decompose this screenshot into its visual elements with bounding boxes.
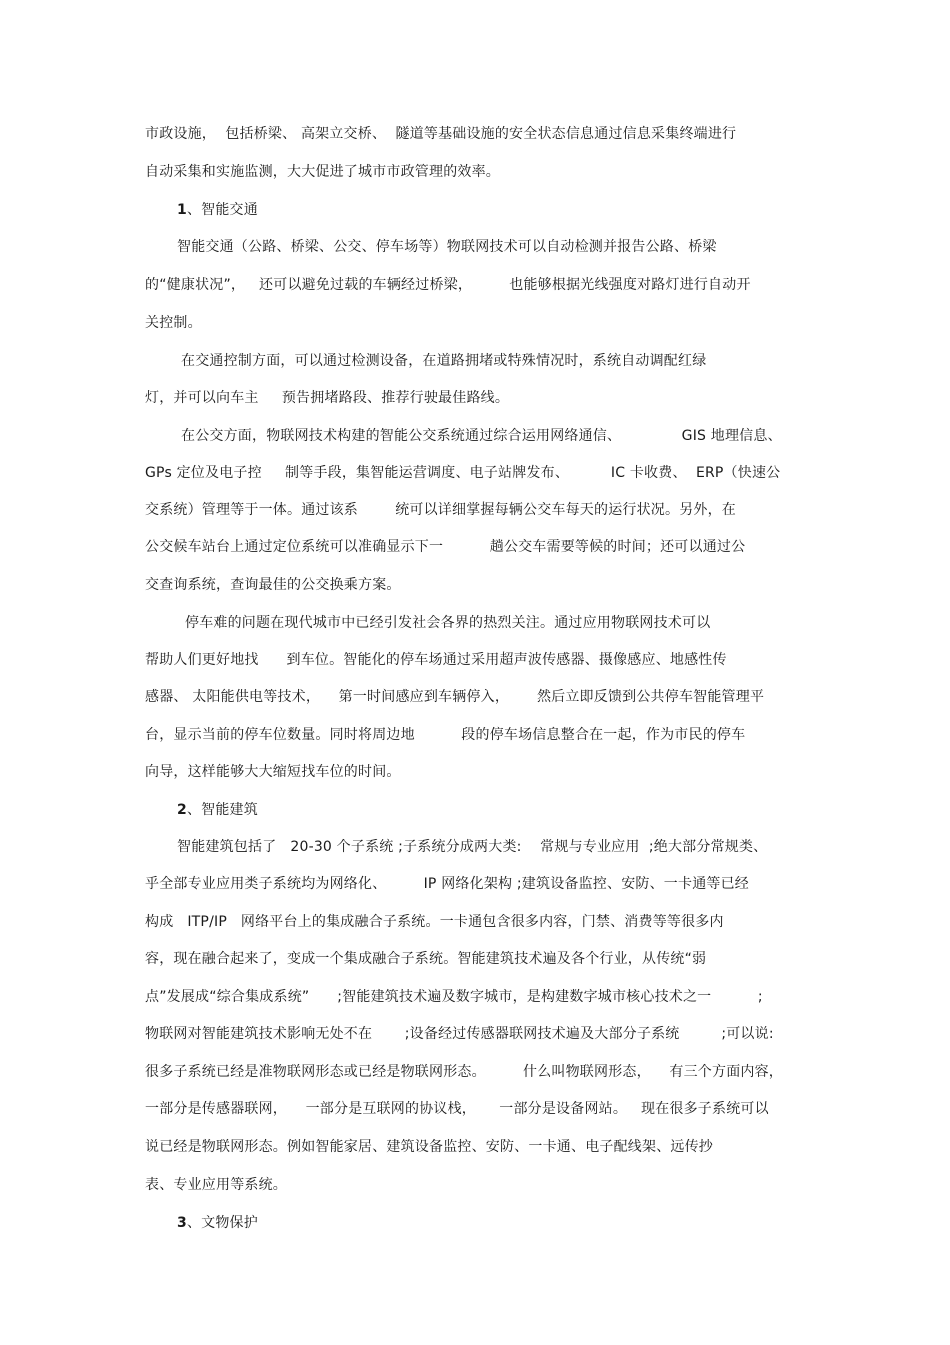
paragraph-line: 在公交方面，物联网技术构建的智能公交系统通过综合运用网络通信、 GIS 地理信息、 [181, 428, 782, 444]
paragraph-line: 容，现在融合起来了，变成一个集成融合子系统。智能建筑技术遍及各个行业，从传统“弱 [145, 951, 707, 967]
paragraph-line: 点”发展成“综合集成系统” ;智能建筑技术遍及数字城市，是构建数字城市核心技术之一 ; [145, 989, 763, 1005]
paragraph-line: 构成 ITP/IP 网络平台上的集成融合子系统。一卡通包含很多内容，门禁、消费等等很多内 [145, 914, 724, 930]
paragraph-line: GPs 定位及电子控 制等手段，集智能运营调度、电子站牌发布、 IC 卡收费、 ERP（快速公 [145, 465, 781, 481]
paragraph-line: 乎全部专业应用类子系统均为网络化、 IP 网络化架构 ;建筑设备监控、安防、一卡通等已经 [145, 876, 749, 892]
section-heading-traffic [177, 201, 258, 219]
section-title: 、智能交通 [186, 202, 258, 218]
section-heading-building [177, 801, 258, 819]
paragraph-line: 很多子系统已经是准物联网形态或已经是物联网形态。 什么叫物联网形态， 有三个方面内容， [145, 1064, 783, 1080]
paragraph-line: 智能交通（公路、桥梁、公交、停车场等）物联网技术可以自动检测并报告公路、桥梁 [177, 239, 717, 255]
paragraph-line: 台，显示当前的停车位数量。同时将周边地 段的停车场信息整合在一起，作为市民的停车 [145, 727, 746, 743]
paragraph-line: 感器、 太阳能供电等技术， 第一时间感应到车辆停入， 然后立即反馈到公共停车智能管理平 [145, 689, 765, 705]
paragraph-line: 表、专业应用等系统。 [145, 1177, 287, 1193]
section-number: 2 [177, 802, 187, 818]
section-number: 1 [177, 202, 187, 218]
paragraph-line: 在交通控制方面，可以通过检测设备，在道路拥堵或特殊情况时，系统自动调配红绿 [181, 353, 707, 369]
section-title: 、文物保护 [186, 1215, 258, 1231]
paragraph-line: 智能建筑包括了 20-30 个子系统 ;子系统分成两大类: 常规与专业应用 ;绝大部分常规类、 [177, 839, 768, 855]
paragraph-line: 帮助人们更好地找 到车位。智能化的停车场通过采用超声波传感器、摄像感应、地感性传 [145, 652, 727, 668]
paragraph-line: 交查询系统，查询最佳的公交换乘方案。 [145, 577, 401, 593]
paragraph-line: 物联网对智能建筑技术影响无处不在 ;设备经过传感器联网技术遍及大部分子系统 ;可以说: [145, 1026, 774, 1042]
paragraph-line: 关控制。 [145, 315, 202, 331]
paragraph-line: 一部分是传感器联网， 一部分是互联网的协议栈， 一部分是设备网站。 现在很多子系统可以 [145, 1101, 769, 1117]
section-heading-heritage [177, 1214, 258, 1232]
paragraph-line: 的“健康状况”， 还可以避免过载的车辆经过桥梁， 也能够根据光线强度对路灯进行自动开 [145, 277, 751, 293]
paragraph-line: 灯，并可以向车主 预告拥堵路段、推荐行驶最佳路线。 [145, 390, 510, 406]
intro-line-2: 自动采集和实施监测，大大促进了城市市政管理的效率。 [145, 164, 500, 180]
intro-line-1: 市政设施， 包括桥梁、 高架立交桥、 隧道等基础设施的安全状态信息通过信息采集终端进行 [145, 126, 737, 142]
paragraph-line: 说已经是物联网形态。例如智能家居、建筑设备监控、安防、一卡通、电子配线架、远传抄 [145, 1139, 713, 1155]
section-number: 3 [177, 1215, 187, 1231]
paragraph-line: 停车难的问题在现代城市中已经引发社会各界的热烈关注。通过应用物联网技术可以 [185, 615, 711, 631]
paragraph-line: 向导，这样能够大大缩短找车位的时间。 [145, 764, 401, 780]
paragraph-line: 公交候车站台上通过定位系统可以准确显示下一 趟公交车需要等候的时间；还可以通过公 [145, 539, 746, 555]
section-title: 、智能建筑 [186, 802, 258, 818]
paragraph-line: 交系统）管理等于一体。通过该系 统可以详细掌握每辆公交车每天的运行状况。另外，在 [145, 502, 736, 518]
